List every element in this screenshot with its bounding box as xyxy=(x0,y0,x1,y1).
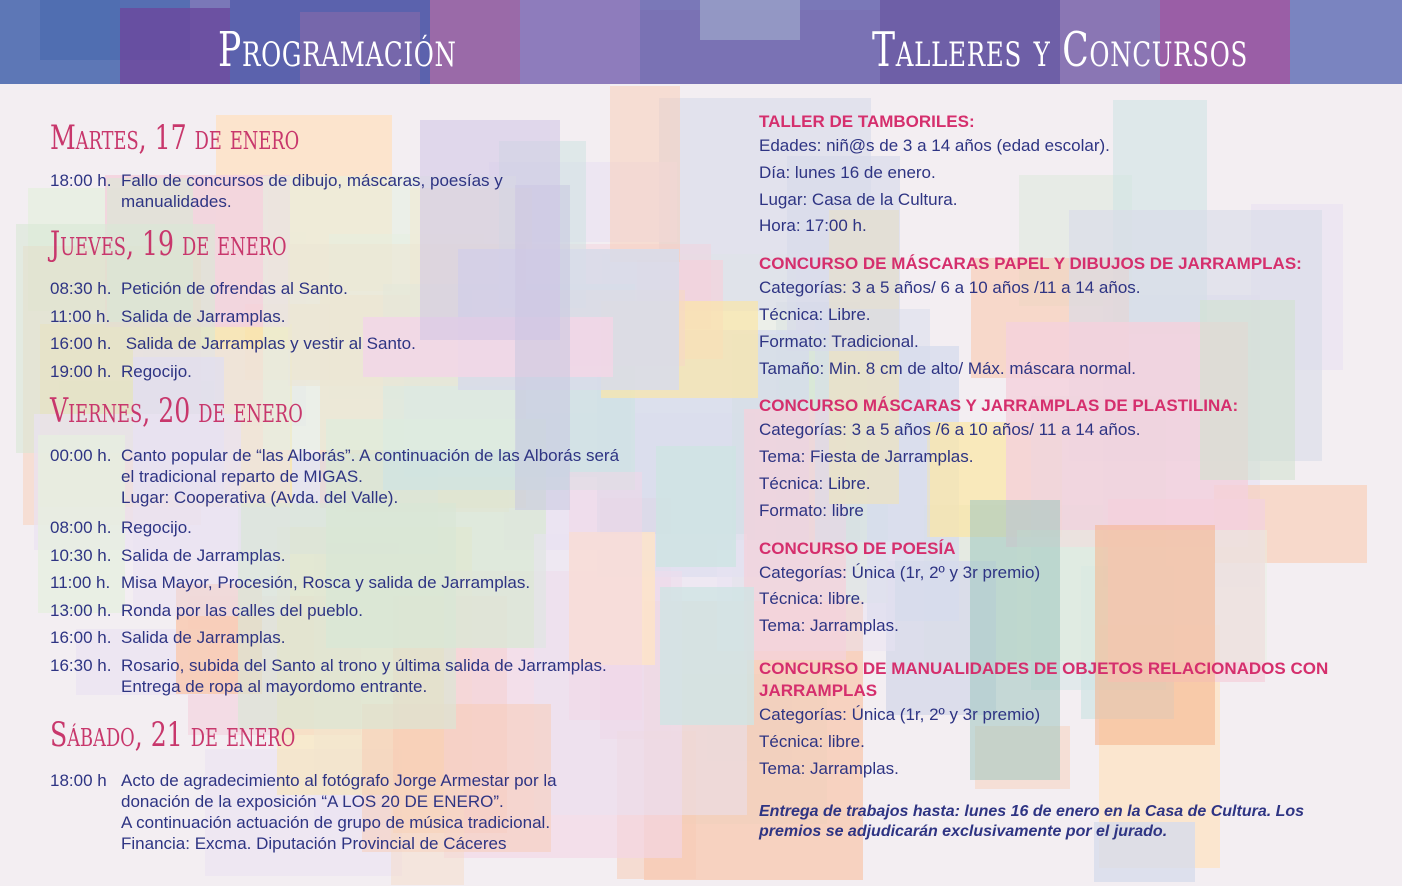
event-row xyxy=(50,170,650,212)
event-funding: Financia: Excma. Diputación Provincial de Cáceres xyxy=(121,833,507,853)
event-desc: Regocijo. xyxy=(121,361,192,381)
event-row xyxy=(50,275,650,303)
section-line: Categorías: 3 a 5 años/ 6 a 10 años /11 a 14 años. xyxy=(759,278,1141,298)
section-line: Categorías: 3 a 5 años /6 a 10 años/ 11 a 14 años. xyxy=(759,420,1141,440)
day-sabado xyxy=(50,715,650,854)
event-time: 16:00 h. xyxy=(50,334,112,353)
event-row xyxy=(50,770,650,854)
event-desc: Salida de Jarramplas y vestir al Santo. xyxy=(121,334,416,353)
day-title: Viernes, 20 de enero xyxy=(50,391,303,431)
event-row xyxy=(50,597,650,625)
section-line: Técnica: Libre. xyxy=(759,473,871,493)
event-row xyxy=(50,303,650,331)
event-row xyxy=(50,542,650,570)
event-time: 13:00 h. xyxy=(50,600,112,620)
header-band xyxy=(0,0,1402,84)
event-desc: Fallo de concursos de dibujo, máscaras, poesías y manualidades. xyxy=(121,171,503,211)
event-time: 18:00 h xyxy=(50,770,107,790)
collage-tile xyxy=(656,446,736,567)
day-martes xyxy=(50,118,650,212)
event-desc: Salida de Jarramplas. xyxy=(121,306,286,326)
event-extra: A continuación actuación de grupo de música tradicional. xyxy=(121,812,551,832)
collage-tile xyxy=(660,587,754,725)
section-title: CONCURSO DE MANUALIDADES DE OBJETOS RELACIONADOS CON JARRAMPLAS xyxy=(759,658,1329,700)
event-time: 18:00 h. xyxy=(50,171,112,190)
event-time: 10:30 h. xyxy=(50,545,112,565)
event-row xyxy=(50,358,650,386)
event-time: 08:30 h. xyxy=(50,279,112,298)
event-time: 19:00 h. xyxy=(50,361,112,381)
section-plastilina xyxy=(759,395,1359,524)
talleres-title: Talleres y Concursos xyxy=(872,22,1249,78)
event-desc: Canto popular de “las Alborás”. A continuación de las Alborás será el tradicional reparto de MIGAS. xyxy=(121,446,620,486)
event-time: 08:00 h. xyxy=(50,518,112,537)
event-time: 16:30 h. xyxy=(50,655,112,675)
section-line: Hora: 17:00 h. xyxy=(759,216,867,236)
day-title: Jueves, 19 de enero xyxy=(50,224,287,264)
event-desc: Ronda por las calles del pueblo. xyxy=(121,600,363,620)
section-line: Tamaño: Min. 8 cm de alto/ Máx. máscara normal. xyxy=(759,358,1136,378)
section-line: Técnica: libre. xyxy=(759,589,865,609)
section-manualidades xyxy=(759,658,1359,782)
section-title: CONCURSO DE POESÍA xyxy=(759,538,956,558)
event-desc: Salida de Jarramplas. xyxy=(121,628,286,647)
section-line: Formato: libre xyxy=(759,500,864,520)
section-mascaras-papel xyxy=(759,253,1359,382)
event-time: 16:00 h. xyxy=(50,628,112,647)
section-title: TALLER DE TAMBORILES: xyxy=(759,112,975,131)
event-desc: Regocijo. xyxy=(121,518,192,537)
event-place: Lugar: Cooperativa (Avda. del Valle). xyxy=(121,488,399,507)
programacion-title: Programación xyxy=(218,22,457,78)
event-row xyxy=(50,655,650,697)
submission-note: Entrega de trabajos hasta: lunes 16 de enero en la Casa de Cultura. Los premios se adjudicarán exclusivamente por el jurado. xyxy=(759,803,1305,841)
event-row xyxy=(50,445,650,508)
day-jueves xyxy=(50,224,650,385)
event-desc: Rosario, subida del Santo al trono y última salida de Jarramplas. Entrega de ropa al mayordomo entrante. xyxy=(121,655,607,696)
day-viernes xyxy=(50,391,650,697)
contests-column xyxy=(759,111,1359,842)
event-desc: Petición de ofrendas al Santo. xyxy=(121,279,348,298)
section-line: Categorías: Única (1r, 2º y 3r premio) xyxy=(759,562,1041,582)
section-line: Tema: Fiesta de Jarramplas. xyxy=(759,447,974,467)
event-desc: Salida de Jarramplas. xyxy=(121,545,286,565)
event-time: 11:00 h. xyxy=(50,573,111,592)
section-line: Tema: Jarramplas. xyxy=(759,758,899,778)
event-desc: Misa Mayor, Procesión, Rosca y salida de Jarramplas. xyxy=(121,573,531,592)
section-title: CONCURSO MÁSCARAS Y JARRAMPLAS DE PLASTILINA: xyxy=(759,396,1239,416)
day-title: Martes, 17 de enero xyxy=(50,118,300,158)
event-row xyxy=(50,569,650,597)
event-row xyxy=(50,514,650,542)
section-line: Tema: Jarramplas. xyxy=(759,616,899,636)
section-line: Técnica: Libre. xyxy=(759,304,871,324)
section-line: Categorías: Única (1r, 2º y 3r premio) xyxy=(759,704,1041,724)
program-column xyxy=(50,118,650,854)
section-tamboriles xyxy=(759,111,1359,240)
event-time: 00:00 h. xyxy=(50,446,112,465)
section-line: Día: lunes 16 de enero. xyxy=(759,162,936,182)
day-title: Sábado, 21 de enero xyxy=(50,714,296,755)
section-line: Lugar: Casa de la Cultura. xyxy=(759,189,958,209)
event-row xyxy=(50,624,650,652)
event-desc: Acto de agradecimiento al fotógrafo Jorge Armestar por la donación de la exposición “A LOS 20 DE ENERO”. xyxy=(121,770,557,811)
section-poesia xyxy=(759,538,1359,640)
event-time: 11:00 h. xyxy=(50,306,111,326)
event-row xyxy=(50,330,650,358)
section-title: CONCURSO DE MÁSCARAS PAPEL Y DIBUJOS DE JARRAMPLAS: xyxy=(759,254,1302,274)
section-line: Edades: niñ@s de 3 a 14 años (edad escolar). xyxy=(759,136,1110,155)
section-line: Técnica: libre. xyxy=(759,731,865,751)
section-line: Formato: Tradicional. xyxy=(759,331,919,351)
